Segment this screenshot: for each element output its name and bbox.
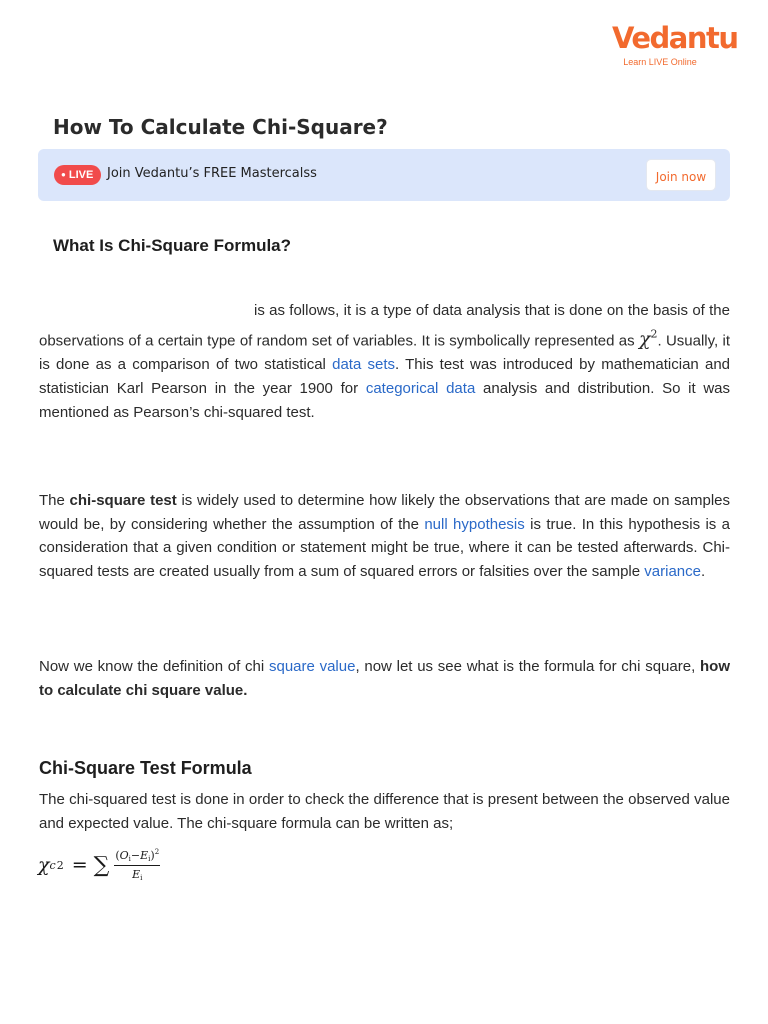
fraction-numerator: $(Oi-Ei)^2$ <box>114 848 160 866</box>
paragraph-definition-intro: Now we know the definition of chi square value, now let us see what is the formula for chi square, how to calculate chi square value. <box>39 658 730 699</box>
masterclass-banner <box>38 149 730 201</box>
logo-wordmark: Vedantu <box>612 21 738 55</box>
live-badge-label: LIVE <box>68 169 94 181</box>
logo-tagline: Learn LIVE Online <box>623 57 697 67</box>
chi-symbol: $\chi^2$ <box>638 328 658 351</box>
live-dot-icon: ● <box>61 170 66 179</box>
formula-fraction <box>114 848 160 882</box>
summation-symbol: ∑ <box>93 852 110 878</box>
link-categorical-data[interactable]: categorical data <box>365 380 476 398</box>
paragraph-chi-square-test: The chi-square test is widely used to determine how likely the observations that are made on samples would be, by considering whether the assumption of the null hypothesis is true. In this hypothesis is a consideration that a given condition or statement might be true, where it can be tested afterwards. Chi-squared tests are created usually from a sum of squared errors or falsities over the sample variance. <box>39 492 731 580</box>
vedantu-logo[interactable] <box>612 21 738 67</box>
link-data-sets[interactable]: data sets <box>332 356 396 374</box>
fraction-denominator: Ei <box>132 868 143 882</box>
paragraph-definition: is as follows, it is a type of data analysis that is done on the basis of the observations of a certain type of random set of variables. It is symbolically represented as $\chi^2$. Usually, it is done as a comparison of two statistical data sets. This test was introduced by mathematician and statistician Karl Pearson in the year 1900 for categorical data analysis and distribution. So it was mentioned as Pearson’s chi-squared test. <box>39 302 731 422</box>
paragraph-formula-intro: The chi-squared test is done in order to check the difference that is present between the observed value and expected value. The chi-square formula can be written as; <box>39 791 730 832</box>
live-badge <box>54 165 101 185</box>
page-title: How To Calculate Chi-Square? <box>53 115 388 139</box>
link-square-value[interactable]: square value <box>268 658 356 675</box>
section-heading-test-formula: Chi-Square Test Formula <box>39 758 252 778</box>
link-null-hypothesis[interactable]: null hypothesis <box>424 515 525 533</box>
join-now-button[interactable]: Join now <box>646 159 716 191</box>
link-variance[interactable]: variance <box>644 562 701 580</box>
chi-square-formula: χ c 2 = ∑ $\frac{(Oi-Ei)^2}{Ei}$ <box>38 848 160 882</box>
section-heading-what-is: What Is Chi-Square Formula? <box>53 236 292 255</box>
banner-text: Join Vedantu’s FREE Mastercalss <box>107 166 317 181</box>
